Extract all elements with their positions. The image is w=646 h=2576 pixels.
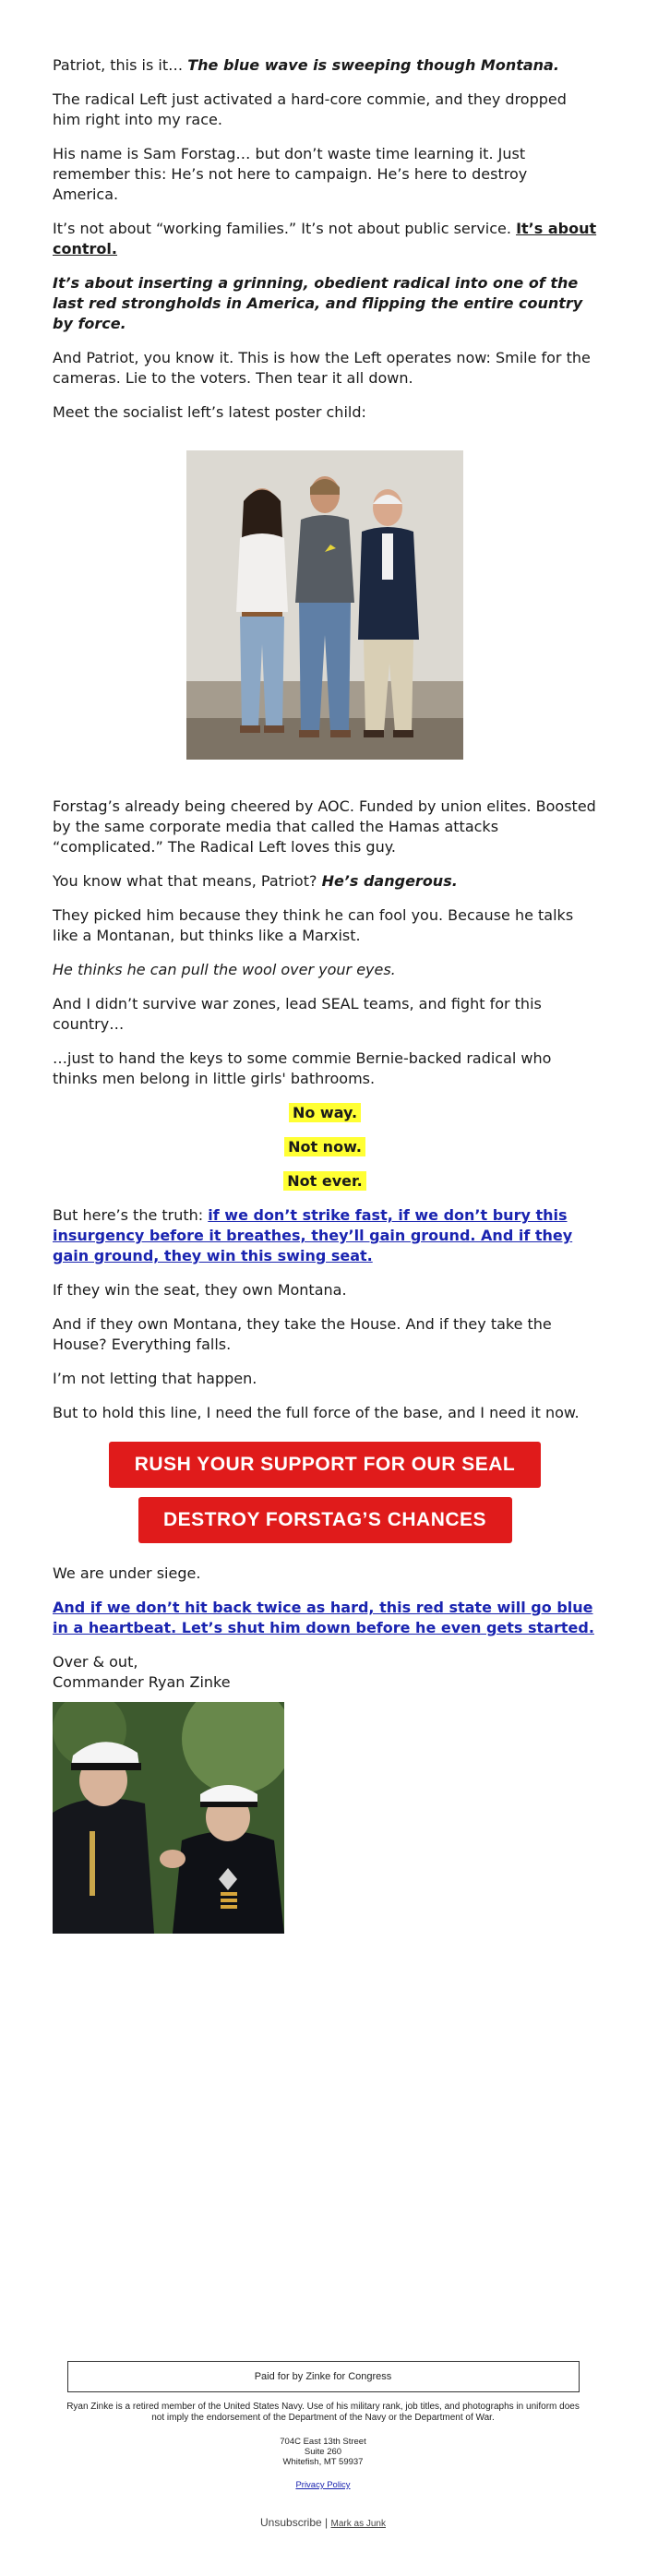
- paragraph-15: If they win the seat, they own Montana.: [53, 1281, 347, 1299]
- paragraph-20: [53, 1598, 597, 1638]
- highlight-line-3: [53, 1171, 597, 1192]
- group-photo-illustration: [186, 450, 463, 760]
- paragraph-8: Forstag’s already being cheered by AOC. Funded by union elites. Boosted by the same corporate media that called the Hamas attacks “complicated.” The Radical Left loves this guy.: [53, 797, 596, 856]
- paragraph-3: His name is Sam Forstag… but don’t waste time learning it. Just remember this: He’s not here to campaign. He’s here to destroy America.: [53, 145, 528, 203]
- paragraph-6: And Patriot, you know it. This is how the Left operates now: Smile for the cameras. Lie to the voters. Then tear it all down.: [53, 349, 591, 387]
- navy-disclaimer: Ryan Zinke is a retired member of the United States Navy. Use of his military rank, job titles, and photographs in uniform does not imply the endorsement of the Department of the Navy or the Department of War.: [66, 2402, 580, 2423]
- email-footer: [0, 2361, 646, 2529]
- paragraph-13: …just to hand the keys to some commie Bernie-backed radical who thinks men belong in little girls' bathrooms.: [53, 1049, 552, 1087]
- cta-2-wrapper: [53, 1497, 597, 1543]
- highlight-line-2: [53, 1137, 597, 1157]
- cta-1-wrapper: [53, 1442, 597, 1488]
- candidate-group-photo: [186, 450, 463, 760]
- paragraph-4: [53, 219, 597, 259]
- signoff-line-1: Over & out,: [53, 1653, 138, 1671]
- paid-for-box: Paid for by Zinke for Congress: [67, 2361, 580, 2392]
- intro-emphasis: The blue wave is sweeping though Montana.: [187, 56, 559, 74]
- navy-photo-illustration: [53, 1702, 284, 1934]
- signoff: [53, 1652, 597, 1693]
- paragraph-4-text: It’s not about “working families.” It’s not about public service.: [53, 220, 517, 237]
- paragraph-18: But to hold this line, I need the full force of the base, and I need it now.: [53, 1404, 580, 1421]
- mark-as-junk-link[interactable]: Mark as Junk: [330, 2519, 386, 2529]
- highlight-not-ever: Not ever.: [283, 1171, 365, 1191]
- paragraph-7: Meet the socialist left’s latest poster child:: [53, 403, 366, 421]
- paragraph-14-text: But here’s the truth:: [53, 1206, 209, 1224]
- paragraph-14: [53, 1205, 597, 1266]
- paragraph-9: [53, 871, 597, 892]
- privacy-policy-link[interactable]: Privacy Policy: [295, 2480, 351, 2490]
- address-line-3: Whitefish, MT 59937: [282, 2457, 364, 2467]
- mailing-address: [0, 2437, 646, 2467]
- intro-paragraph: [53, 55, 597, 76]
- photo-container: [53, 450, 597, 765]
- rush-support-button[interactable]: RUSH YOUR SUPPORT FOR OUR SEAL: [109, 1442, 541, 1488]
- highlight-line-1: [53, 1103, 597, 1123]
- address-line-1: 704C East 13th Street: [280, 2437, 366, 2447]
- address-line-2: Suite 260: [304, 2447, 342, 2457]
- highlight-not-now: Not now.: [284, 1137, 365, 1156]
- unsubscribe-line: [0, 2516, 646, 2529]
- intro-text: Patriot, this is it…: [53, 56, 188, 74]
- paragraph-11: He thinks he can pull the wool over your eyes.: [53, 961, 396, 978]
- hit-back-link[interactable]: And if we don’t hit back twice as hard, this red state will go blue in a heartbeat. Let’s shut him down before he even gets started.: [53, 1599, 594, 1636]
- paragraph-10: They picked him because they think he can fool you. Because he talks like a Montanan, but thinks like a Marxist.: [53, 906, 574, 944]
- paragraph-16: And if they own Montana, they take the House. And if they take the House? Everything falls.: [53, 1315, 552, 1353]
- navy-ceremony-photo: [53, 1702, 284, 1934]
- paragraph-9-text: You know what that means, Patriot?: [53, 872, 322, 890]
- destroy-forstag-button[interactable]: DESTROY FORSTAG’S CHANCES: [138, 1497, 512, 1543]
- paragraph-12: And I didn’t survive war zones, lead SEAL teams, and fight for this country…: [53, 995, 542, 1033]
- unsubscribe-link[interactable]: Unsubscribe: [260, 2516, 322, 2529]
- signoff-name: Commander Ryan Zinke: [53, 1673, 231, 1691]
- paragraph-2: The radical Left just activated a hard-core commie, and they dropped him right into my race.: [53, 90, 567, 128]
- paragraph-9-emphasis: He’s dangerous.: [321, 872, 458, 890]
- paragraph-17: I’m not letting that happen.: [53, 1370, 257, 1387]
- paragraph-5: It’s about inserting a grinning, obedient radical into one of the last red strongholds in America, and flipping the entire country by force.: [53, 274, 583, 332]
- strike-fast-link[interactable]: if we don’t strike fast, if we don’t bury this insurgency before it breathes, they’ll gain ground. And if they gain ground, they win this swing seat.: [53, 1206, 573, 1264]
- highlight-no-way: No way.: [289, 1103, 361, 1122]
- email-body: [53, 55, 597, 1934]
- separator: |: [325, 2516, 329, 2529]
- paragraph-4-emphasis: It’s about control.: [53, 220, 597, 258]
- paragraph-19: We are under siege.: [53, 1564, 201, 1582]
